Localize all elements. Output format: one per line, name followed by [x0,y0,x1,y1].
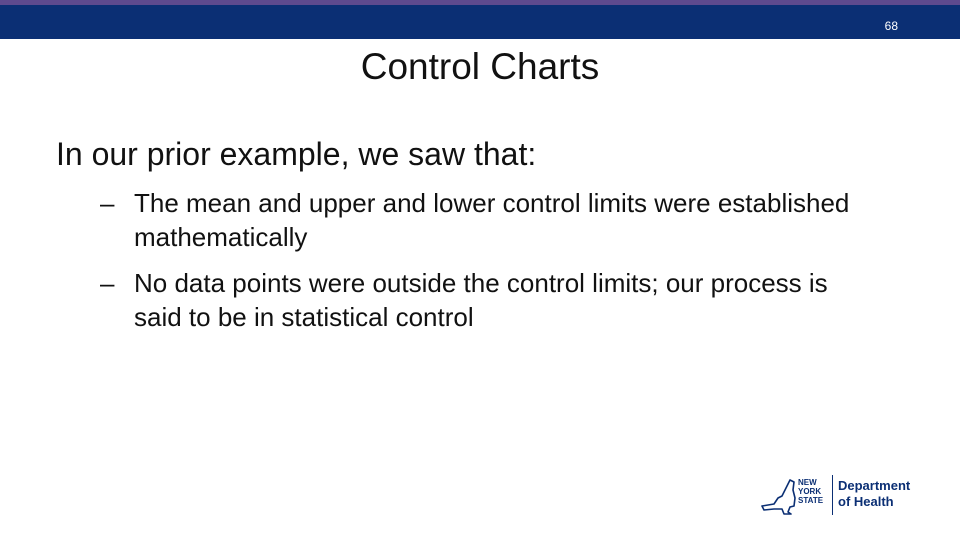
new-york-state-map-icon [760,476,800,516]
state-line-3: STATE [798,496,824,505]
logo-divider [832,475,833,515]
bullet-text: No data points were outside the control limits; our process is said to be in statistical control [134,268,828,332]
page-number: 68 [884,19,898,33]
bullet-item [100,266,860,334]
dept-line-1: Department [838,478,911,493]
bullet-list [100,186,860,346]
department-name [838,478,910,510]
state-line-2: YORK [798,487,822,496]
ny-state-wordmark [798,478,823,505]
state-line-1: NEW [798,478,817,487]
slide-title: Control Charts [360,46,600,87]
bullet-item [100,186,860,254]
dept-line-2: of Health [838,494,894,509]
bullet-dash: – [100,268,115,298]
nys-doh-logo [760,472,930,518]
bullet-dash: – [100,188,115,218]
header-bar [0,0,960,39]
intro-text: In our prior example, we saw that: [56,136,537,172]
bullet-text: The mean and upper and lower control limits were established mathematically [134,188,850,252]
